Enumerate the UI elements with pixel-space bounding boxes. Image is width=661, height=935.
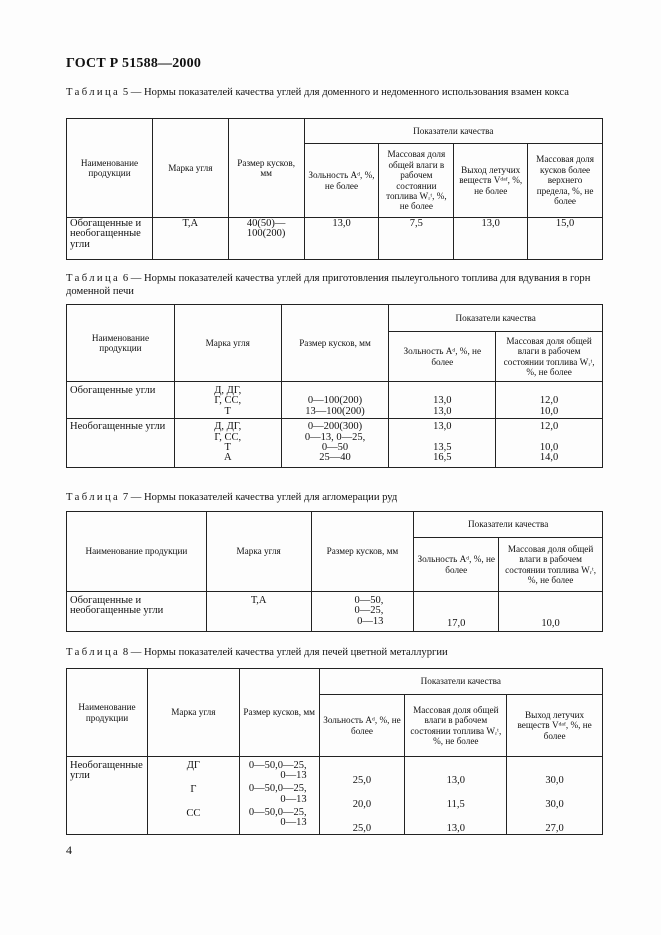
t8-q-volatile: Выход летучих веществ Vᵈᵃᶠ, %, не более (507, 695, 603, 757)
t5-q-oversize: Массовая доля кусков более верхнего предела, %, не более (528, 144, 603, 218)
t8-row-moisture: 11,5 (446, 799, 465, 810)
t8-row-ash: 20,0 (352, 799, 372, 810)
caption-text: — Нормы показателей качества углей для приготовления пылеугольного топлива для вдувания в горн доменной печи (66, 273, 591, 297)
t7-row-size: 0—25, (354, 605, 384, 617)
t6-g2-size: 0—13, 0—25, (304, 431, 366, 443)
t8-row-size: 0—50,0—25, (248, 760, 307, 771)
t5-row-moisture: 7,5 (379, 218, 454, 260)
t8-row-size: 0—50,0—25, (248, 783, 307, 795)
t8-row-size: 0—13 (280, 817, 307, 829)
table6 (66, 304, 603, 468)
caption-text: — Нормы показателей качества углей для агломерации руд (130, 492, 398, 503)
t6-g1-mark: Г, СС, (214, 395, 242, 407)
t8-row-moisture: 13,0 (446, 823, 465, 834)
t8-row-volatile: 30,0 (545, 775, 564, 786)
caption-word: Таблица (66, 647, 121, 658)
t5-row-name: Обогащенные и необогащенные угли (67, 218, 153, 260)
t8-row-mark: СС (186, 808, 201, 819)
t5-q-volatile: Выход летучих веществ Vᵈᵃᶠ, %, не более (454, 144, 528, 218)
t6-g2-size: 25—40 (319, 452, 351, 464)
t8-row-volatile: 27,0 (545, 823, 564, 834)
caption-text: — Нормы показателей качества углей для печей цветной металлургии (130, 647, 448, 658)
t5-col-name: Наименование продукции (67, 119, 153, 218)
t8-col-quality: Показатели качества (319, 669, 602, 695)
t5-col-size: Размер кусков, мм (228, 119, 304, 218)
t6-q-ash: Зольность Aᵈ, %, не более (389, 332, 496, 382)
t8-col-mark: Марка угля (147, 669, 239, 757)
t8-row-ash: 25,0 (352, 823, 372, 834)
table5 (66, 118, 603, 260)
table8-caption (66, 646, 606, 659)
t5-row-volatile: 13,0 (454, 218, 528, 260)
t6-g2-size: 0—200(300) (307, 421, 363, 433)
page-number: 4 (66, 843, 72, 857)
t8-col-name: Наименование продукции (67, 669, 148, 757)
table6-caption (66, 272, 606, 298)
t6-g1-ash: 13,0 (433, 405, 452, 417)
t6-g2-mark: А (223, 452, 232, 464)
t5-col-mark: Марка угля (152, 119, 228, 218)
t6-q-moisture: Массовая доля общей влаги в рабочем состоянии топлива Wᵣᵗ, %, не более (496, 332, 603, 382)
t8-row-mark: ДГ (186, 760, 200, 771)
t6-g2-mark: Т (224, 441, 231, 453)
t7-q-ash: Зольность Aᵈ, %, не более (414, 538, 499, 592)
t5-row-mark: Т,А (152, 218, 228, 260)
t8-row-name: Необогащенные угли (67, 757, 148, 835)
t7-row-name: Обогащенные и необогащенные угли (67, 592, 207, 632)
t6-g1-mark: Т (224, 405, 231, 417)
t6-g2-name: Необогащенные угли (67, 419, 175, 468)
t8-row-size: 0—50,0—25, (248, 806, 307, 818)
t6-g2-moisture: 14,0 (539, 452, 559, 464)
t6-g1-ash: 13,0 (433, 395, 452, 407)
t8-row-mark: Г (190, 784, 197, 795)
table7 (66, 511, 603, 632)
t7-row-ash: 17,0 (414, 592, 499, 632)
t6-g1-moisture: 12,0 (539, 395, 559, 407)
caption-number: 8 (122, 647, 129, 658)
t6-group-raw (67, 419, 603, 468)
t5-q-moisture: Массовая доля общей влаги в рабочем состоянии топлива Wᵣᵗ, %, не более (379, 144, 454, 218)
t6-g2-size: 0—50 (321, 441, 349, 453)
caption-number: 6 (122, 273, 129, 284)
t6-g1-size: 0—100(200) (307, 395, 363, 407)
t6-g2-moisture: 12,0 (539, 421, 559, 433)
caption-text: — Нормы показателей качества углей для доменного и недоменного использования взамен кокса (130, 87, 569, 98)
caption-word: Таблица (66, 273, 121, 284)
table7-caption (66, 491, 606, 504)
t5-row-oversize: 15,0 (528, 218, 603, 260)
t6-g2-mark: Д, ДГ, (214, 421, 242, 433)
t6-g2-mark: Г, СС, (214, 431, 242, 443)
t8-row-moisture: 13,0 (446, 775, 465, 786)
t6-col-quality: Показатели качества (389, 305, 603, 332)
caption-number: 5 (122, 87, 129, 98)
t5-row-size: 40(50)—100(200) (228, 218, 304, 260)
t8-q-moisture: Массовая доля общей влаги в рабочем состоянии топлива Wᵣᵗ, %, не более (405, 695, 507, 757)
t6-group-enriched (67, 382, 603, 419)
t7-col-mark: Марка угля (206, 512, 311, 592)
t5-q-ash: Зольность Aᵈ, %, не более (304, 144, 379, 218)
t7-row-mark: Т,А (206, 592, 311, 632)
t6-col-size: Размер кусков, мм (281, 305, 389, 382)
table8 (66, 668, 603, 835)
t6-col-name: Наименование продукции (67, 305, 175, 382)
t7-row-moisture: 10,0 (499, 592, 603, 632)
t5-row-ash: 13,0 (304, 218, 379, 260)
t8-row-ash: 25,0 (352, 775, 372, 786)
t6-g2-ash: 16,5 (433, 452, 452, 464)
t7-col-name: Наименование продукции (67, 512, 207, 592)
t6-g2-moisture: 10,0 (539, 441, 559, 453)
t6-g2-ash: 13,5 (433, 441, 452, 453)
table5-caption (66, 86, 606, 99)
t7-col-size: Размер кусков, мм (311, 512, 414, 592)
document-header: ГОСТ Р 51588—2000 (66, 56, 202, 71)
t7-row-size: 0—13 (357, 615, 384, 627)
t6-col-mark: Марка угля (174, 305, 281, 382)
caption-number: 7 (122, 492, 129, 503)
caption-word: Таблица (66, 492, 121, 503)
t6-g1-name: Обогащенные угли (67, 382, 175, 419)
t8-q-ash: Зольность Aᵈ, %, не более (319, 695, 405, 757)
t6-g1-mark: Д, ДГ, (214, 385, 242, 396)
t8-row-size: 0—13 (280, 770, 307, 782)
t7-q-moisture: Массовая доля общей влаги в рабочем состоянии топлива Wᵣᵗ, %, не более (499, 538, 603, 592)
t7-col-quality: Показатели качества (414, 512, 603, 538)
t8-col-size: Размер кусков, мм (239, 669, 319, 757)
t5-col-quality: Показатели качества (304, 119, 602, 144)
t6-g1-moisture: 10,0 (539, 405, 559, 417)
t6-g1-size: 13—100(200) (305, 405, 365, 417)
t6-g2-ash: 13,0 (433, 421, 452, 433)
t8-row-size: 0—13 (280, 793, 307, 805)
t8-row-volatile: 30,0 (545, 799, 564, 810)
caption-word: Таблица (66, 87, 121, 98)
t7-row-size: 0—50, (354, 595, 384, 606)
